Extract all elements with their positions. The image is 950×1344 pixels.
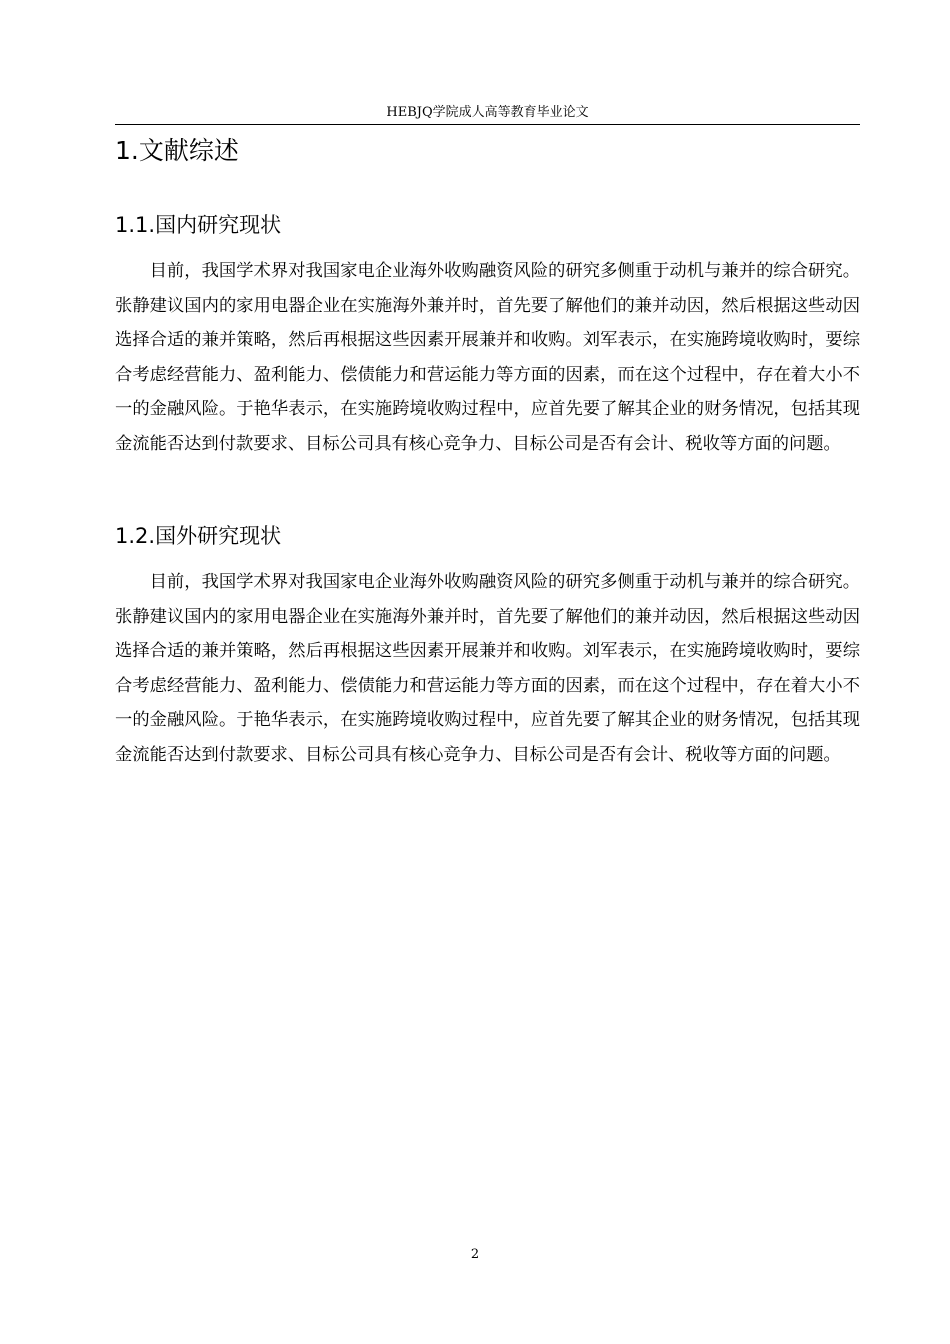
running-header: HEBJQ学院成人高等教育毕业论文 <box>115 104 860 125</box>
section-paragraph-domestic: 目前，我国学术界对我国家电企业海外收购融资风险的研究多侧重于动机与兼并的综合研究。张静建议国内的家用电器企业在实施海外兼并时，首先要了解他们的兼并动因，然后根据这些动因选择合适的兼并策略，然后再根据这些因素开展兼并和收购。刘军表示，在实施跨境收购时，要综合考虑经营能力、盈利能力、偿债能力和营运能力等方面的因素，而在这个过程中，存在着大小不一的金融风险。于艳华表示，在实施跨境收购过程中，应首先要了解其企业的财务情况，包括其现金流能否达到付款要求、目标公司具有核心竞争力、目标公司是否有会计、税收等方面的问题。 <box>115 261 860 454</box>
section-title-foreign: 1.2.国外研究现状 <box>115 524 282 548</box>
chapter-title: 1.文献综述 <box>115 136 239 165</box>
section-paragraph-foreign: 目前，我国学术界对我国家电企业海外收购融资风险的研究多侧重于动机与兼并的综合研究。张静建议国内的家用电器企业在实施海外兼并时，首先要了解他们的兼并动因，然后根据这些动因选择合适的兼并策略，然后再根据这些因素开展兼并和收购。刘军表示，在实施跨境收购时，要综合考虑经营能力、盈利能力、偿债能力和营运能力等方面的因素，而在这个过程中，存在着大小不一的金融风险。于艳华表示，在实施跨境收购过程中，应首先要了解其企业的财务情况，包括其现金流能否达到付款要求、目标公司具有核心竞争力、目标公司是否有会计、税收等方面的问题。 <box>115 572 860 765</box>
page-number: 2 <box>470 1247 480 1262</box>
section-title-domestic: 1.1.国内研究现状 <box>115 213 282 237</box>
